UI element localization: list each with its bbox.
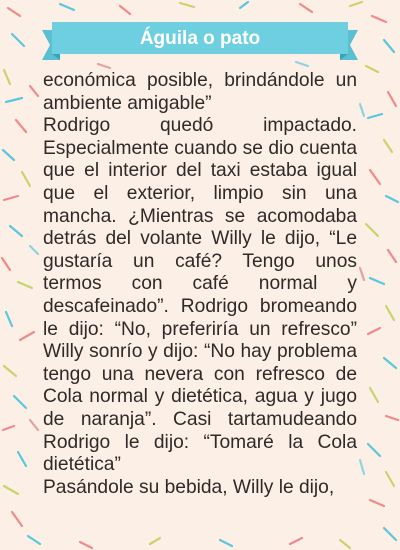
confetti-piece (6, 98, 22, 102)
confetti-piece (4, 196, 18, 200)
confetti-piece (4, 366, 16, 376)
confetti-piece (386, 472, 394, 486)
confetti-piece (14, 396, 26, 408)
confetti-piece (350, 2, 362, 6)
confetti-piece (372, 16, 386, 22)
confetti-piece (18, 452, 26, 466)
confetti-piece (388, 92, 396, 106)
confetti-piece (18, 282, 32, 288)
confetti-piece (366, 66, 378, 72)
confetti-piece (2, 258, 10, 270)
title-banner (42, 20, 358, 60)
confetti-piece (180, 3, 194, 7)
confetti-piece (370, 170, 380, 184)
confetti-piece (4, 70, 10, 84)
confetti-piece (300, 4, 312, 12)
confetti-piece (30, 246, 38, 254)
confetti-piece (368, 328, 380, 334)
confetti-piece (368, 114, 382, 118)
confetti-piece (30, 86, 38, 96)
confetti-piece (384, 140, 392, 152)
confetti-piece (28, 536, 40, 544)
story-paragraph: Rodrigo quedó impactado. Especialmente cuando se dio cuenta que el interior del taxi estaba igual que el exterior, limpio sin una mancha. ¿Mientras se acomodaba detrás del volante Willy le dijo, “Le gustaría un café? Tengo unos termos con café normal y descafeinado”. Rodrigo bromeando le dijo: “No, preferiría un refresco” Willy sonrío y dijo: “No hay problema tengo una nevera con refresco de Cola normal y dietética, agua y jugo de naranja”. Casi tartamudeando Rodrigo le dijo: “Tomaré la Cola dietética” (43, 115, 357, 476)
confetti-piece (370, 500, 384, 506)
confetti-piece (20, 332, 34, 340)
confetti-piece (6, 312, 12, 326)
confetti-piece (360, 104, 364, 116)
story-paragraph: Pasándole su bebida, Willy le dijo, (43, 476, 335, 498)
confetti-piece (370, 278, 384, 284)
confetti-piece (386, 196, 398, 202)
confetti-piece (120, 6, 130, 14)
story-text (43, 70, 357, 548)
story-paragraph: económica posible, brindándole un ambiente amigable” (43, 70, 357, 114)
confetti-piece (360, 268, 364, 280)
confetti-piece (386, 306, 394, 320)
page-title: Águila o pato (139, 28, 261, 49)
confetti-piece (388, 250, 396, 262)
confetti-piece (16, 120, 26, 132)
confetti-piece (384, 358, 396, 368)
confetti-piece (240, 2, 248, 8)
confetti-piece (98, 64, 110, 68)
confetti-piece (386, 416, 398, 420)
confetti-piece (3, 426, 14, 430)
confetti-piece (8, 8, 20, 16)
confetti-piece (10, 226, 22, 236)
confetti-piece (30, 420, 38, 430)
confetti-piece (22, 172, 30, 186)
confetti-piece (4, 486, 18, 494)
confetti-piece (360, 460, 364, 474)
confetti-piece (384, 528, 396, 540)
confetti-piece (12, 512, 22, 526)
confetti-piece (12, 34, 24, 46)
confetti-piece (368, 444, 380, 456)
confetti-piece (384, 40, 394, 52)
confetti-piece (296, 62, 308, 66)
confetti-piece (370, 388, 378, 402)
confetti-piece (60, 4, 74, 10)
confetti-piece (3, 150, 14, 160)
confetti-piece (366, 224, 378, 236)
